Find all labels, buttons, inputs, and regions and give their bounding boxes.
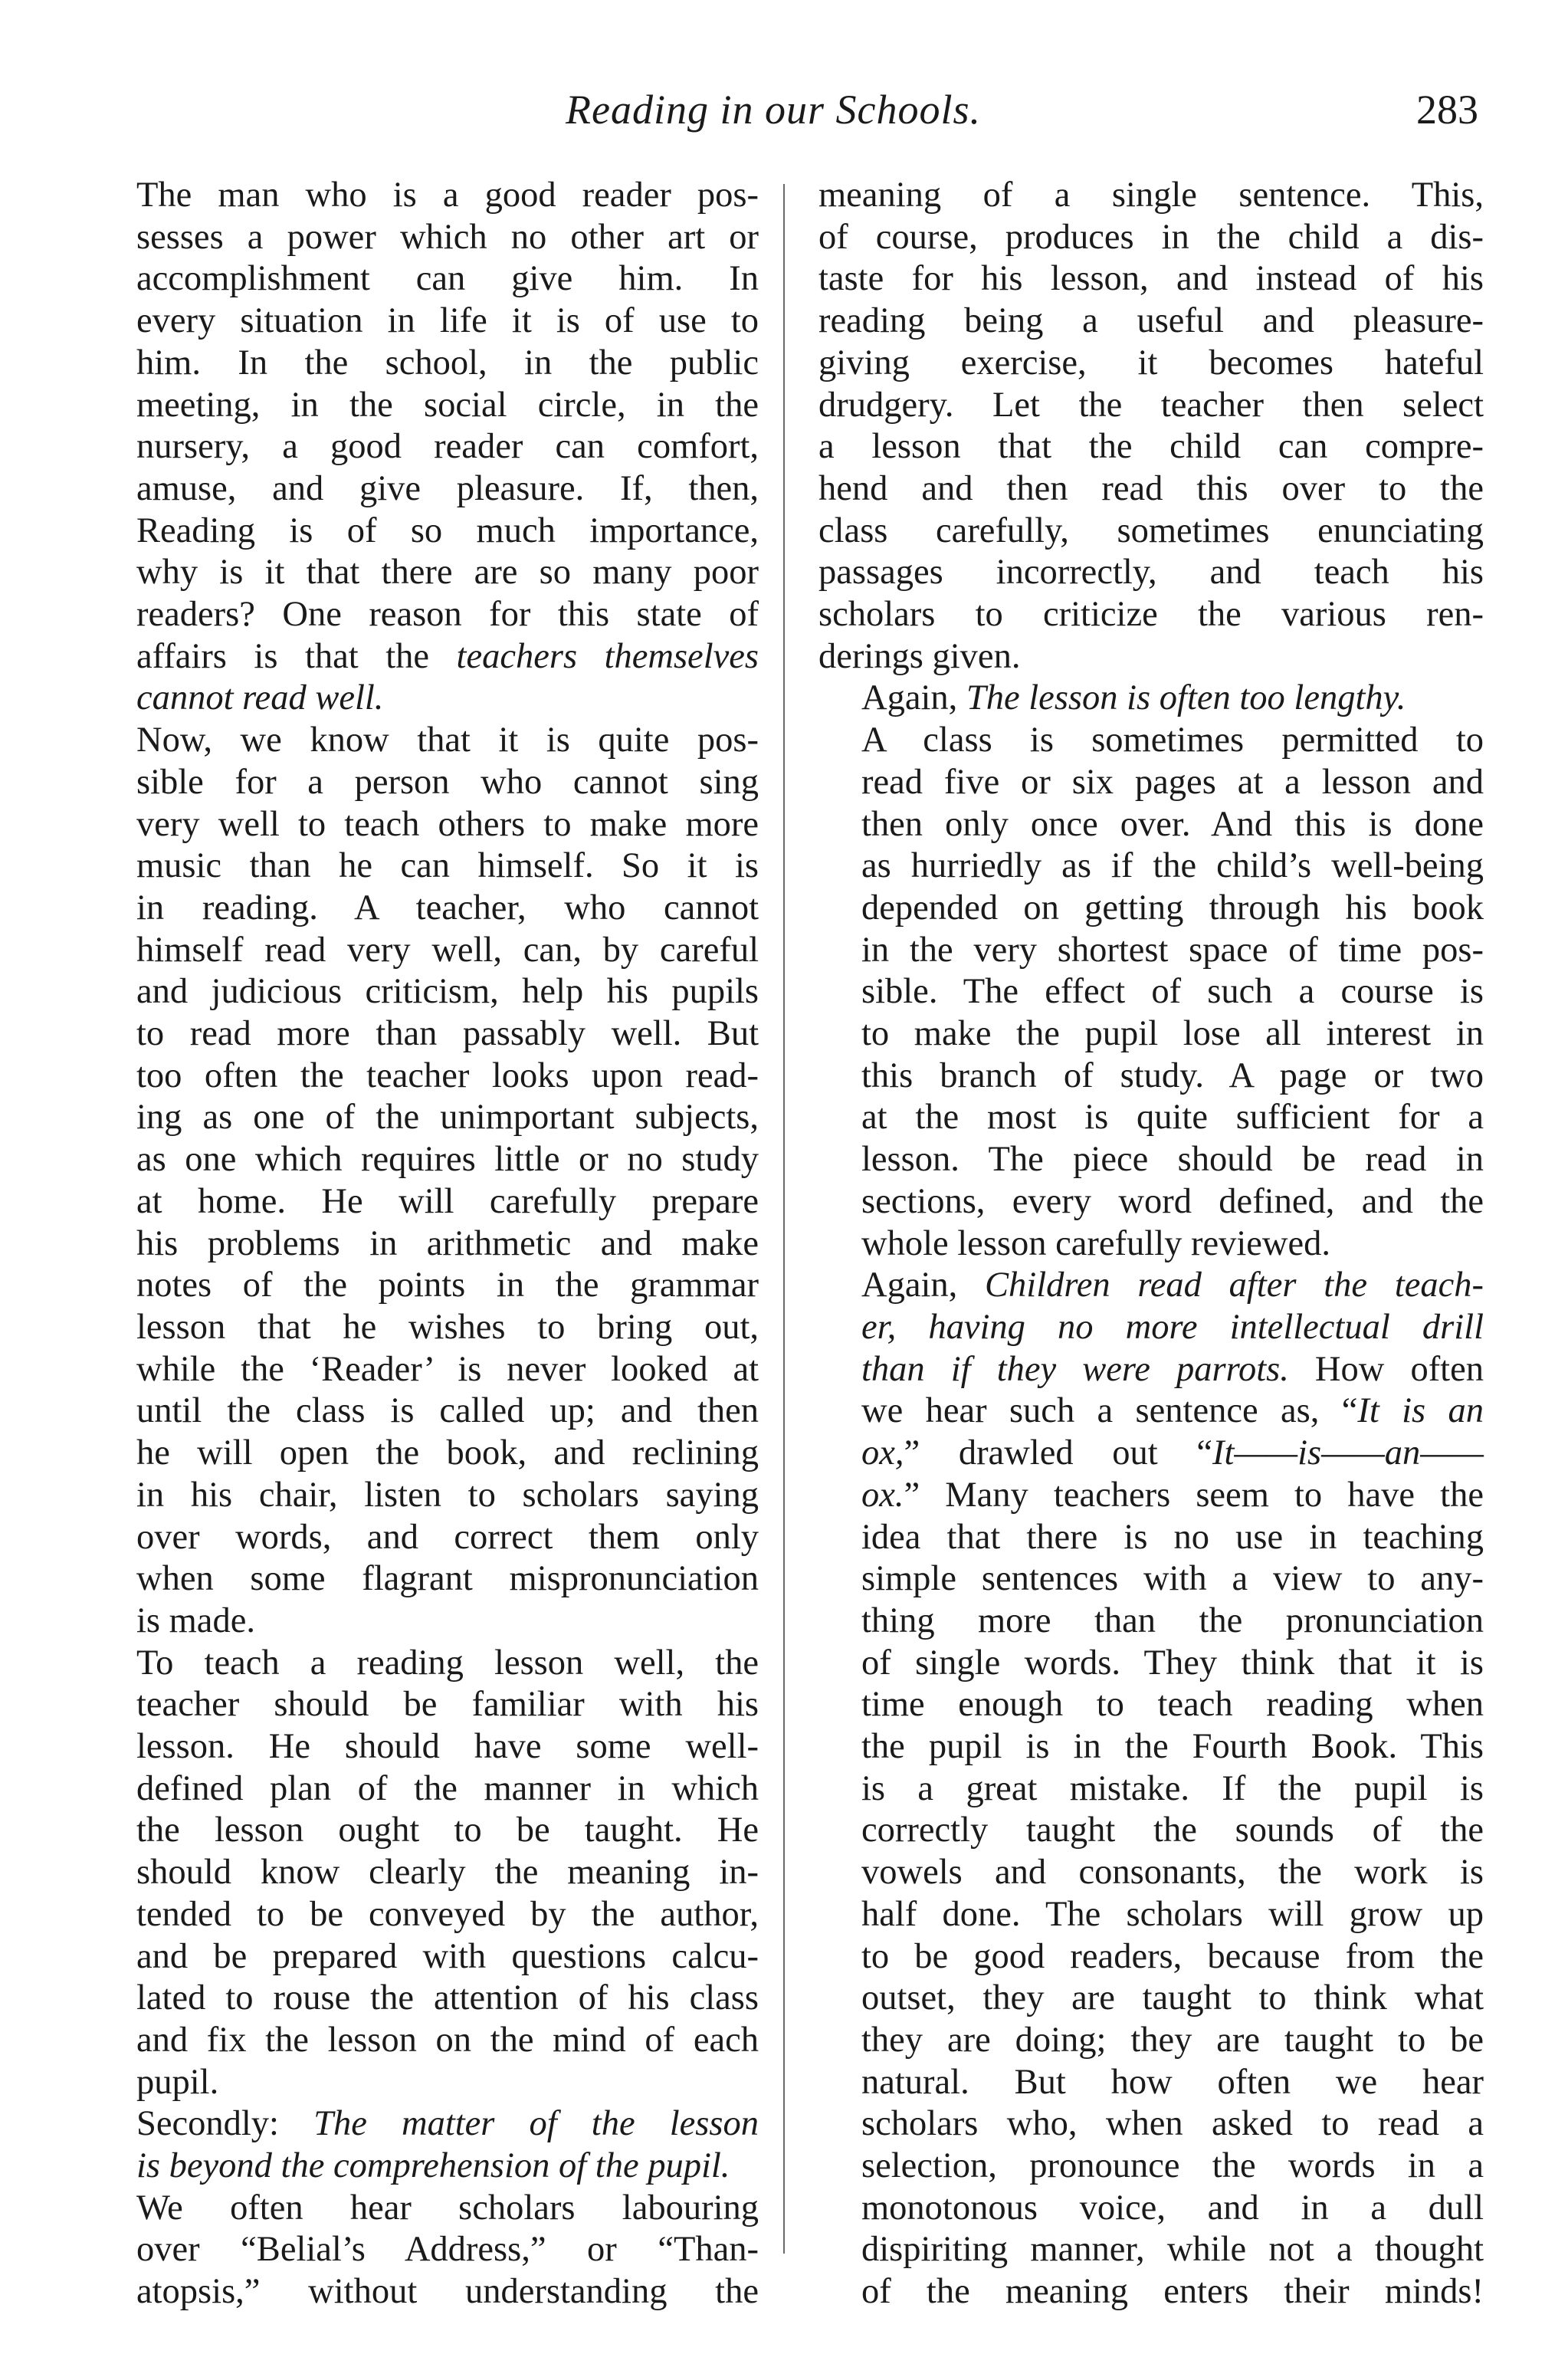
text-line: of the meaning enters their minds! [861,2272,1484,2312]
text-line: Secondly: The matter of the lesson [136,2104,759,2144]
text-line: a lesson that the child can compre- [818,427,1484,467]
running-title: Reading in our Schools. [566,87,981,133]
text-line: to read more than passably well. But [136,1014,759,1054]
text-line: atopsis,” without understanding the [136,2272,759,2312]
text-line: very well to teach others to make more [136,804,759,844]
text-line: he will open the book, and reclining [136,1433,759,1473]
paragraph [818,720,1484,1265]
text-line: selection, pronounce the words in a [861,2146,1484,2186]
text-line: lesson. He should have some well- [136,1727,759,1767]
text-line: thing more than the pronunciation [861,1601,1484,1640]
right-column [818,175,1484,2313]
text-line: while the ‘Reader’ is never looked at [136,1349,759,1389]
paragraph [818,678,1484,720]
text-line: dispiriting manner, while not a thought [861,2230,1484,2270]
text-line: when some flagrant mispronunciation [136,1559,759,1599]
text-line: giving exercise, it becomes hateful [818,343,1484,382]
text-line: A class is sometimes permitted to [861,721,1484,760]
text-line: Again, Children read after the teach- [861,1266,1484,1305]
text-line: drudgery. Let the teacher then select [818,385,1484,425]
text-line: we hear such a sentence as, “It is an [861,1391,1484,1431]
text-line: passages incorrectly, and teach his [818,553,1484,593]
text-line: than if they were parrots. How often [861,1349,1484,1389]
text-line: correctly taught the sounds of the [861,1811,1484,1850]
text-line: pupil. [136,2062,219,2102]
text-line: to make the pupil lose all interest in [861,1014,1484,1054]
paragraph [93,1643,759,2104]
paragraph [818,175,1484,678]
text-line: lated to rouse the attention of his class [136,1978,759,2018]
text-line: monotonous voice, and in a dull [861,2188,1484,2228]
text-line: himself read very well, can, by careful [136,930,759,970]
text-line: reading being a useful and pleasure- [818,301,1484,341]
text-line: music than he can himself. So it is [136,846,759,886]
paragraph [93,2103,759,2187]
text-line: his problems in arithmetic and make [136,1223,759,1263]
left-column [93,175,759,2313]
text-line: outset, they are taught to think what [861,1978,1484,2018]
text-line: this branch of study. A page or two [861,1056,1484,1095]
text-line: read five or six pages at a lesson and [861,762,1484,802]
text-line: readers? One reason for this state of [136,595,759,635]
text-line: in the very shortest space of time pos- [861,930,1484,970]
text-line: half done. The scholars will grow up [861,1894,1484,1934]
text-line: in his chair, listen to scholars saying [136,1475,759,1515]
text-line: To teach a reading lesson well, the [136,1643,759,1683]
text-line: The man who is a good reader pos- [136,176,759,215]
text-line: as hurriedly as if the child’s well-being [861,846,1484,886]
text-line: to be good readers, because from the [861,1936,1484,1976]
text-line: over words, and correct them only [136,1517,759,1557]
text-line: is made. [136,1601,255,1640]
text-line: then only once over. And this is done [861,804,1484,844]
text-line: We often hear scholars labouring [136,2188,759,2228]
paragraph [93,2188,759,2313]
text-line: at the most is quite sufficient for a [861,1098,1484,1138]
text-line: defined plan of the manner in which [136,1768,759,1808]
text-line: lesson that he wishes to bring out, [136,1307,759,1347]
text-line: is beyond the comprehension of the pupil. [136,2146,730,2186]
text-line: ing as one of the unimportant subjects, [136,1098,759,1138]
text-line: nursery, a good reader can comfort, [136,427,759,467]
text-line: in reading. A teacher, who cannot [136,888,759,927]
text-line: er, having no more intellectual drill [861,1307,1484,1347]
text-line: teacher should be familiar with his [136,1685,759,1725]
running-header [0,86,1568,147]
text-line: amuse, and give pleasure. If, then, [136,468,759,508]
text-line: Reading is of so much importance, [136,511,759,550]
text-line: Again, The lesson is often too lengthy. [861,678,1406,718]
text-line: natural. But how often we hear [861,2062,1484,2102]
text-line: whole lesson carefully reviewed. [861,1223,1331,1263]
text-line: and be prepared with questions calcu- [136,1936,759,1976]
paragraph [93,175,759,720]
text-line: until the class is called up; and then [136,1391,759,1431]
text-line: derings given. [818,636,1021,676]
text-line: at home. He will carefully prepare [136,1181,759,1221]
text-line: Now, we know that it is quite pos- [136,721,759,760]
text-line: notes of the points in the grammar [136,1266,759,1305]
text-line: meeting, in the social circle, in the [136,385,759,425]
text-line: sible for a person who cannot sing [136,762,759,802]
text-line: sible. The effect of such a course is [861,972,1484,1012]
text-line: the pupil is in the Fourth Book. This [861,1727,1484,1767]
text-line: they are doing; they are taught to be [861,2020,1484,2060]
text-line: idea that there is no use in teaching [861,1517,1484,1557]
text-line: tended to be conveyed by the author, [136,1894,759,1934]
text-line: class carefully, sometimes enunciating [818,511,1484,550]
text-line: cannot read well. [136,678,384,718]
paragraph [93,720,759,1642]
text-line: every situation in life it is of use to [136,301,759,341]
text-line: sesses a power which no other art or [136,217,759,257]
text-line: depended on getting through his book [861,888,1484,927]
text-line: why is it that there are so many poor [136,553,759,593]
text-line: scholars to criticize the various ren- [818,595,1484,635]
text-line: hend and then read this over to the [818,468,1484,508]
text-line: vowels and consonants, the work is [861,1853,1484,1893]
text-line: accomplishment can give him. In [136,259,759,299]
text-line: ox,” drawled out “It——is——an—— [861,1433,1484,1473]
text-line: the lesson ought to be taught. He [136,1811,759,1850]
text-line: of single words. They think that it is [861,1643,1484,1683]
text-line: time enough to teach reading when [861,1685,1484,1725]
text-line: too often the teacher looks upon read- [136,1056,759,1095]
text-line: should know clearly the meaning in- [136,1853,759,1893]
text-line: of course, produces in the child a dis- [818,217,1484,257]
text-line: taste for his lesson, and instead of his [818,259,1484,299]
text-line: over “Belial’s Address,” or “Than- [136,2230,759,2270]
text-line: ox.” Many teachers seem to have the [861,1475,1484,1515]
text-line: him. In the school, in the public [136,343,759,382]
page-number: 283 [1416,87,1478,133]
text-line: simple sentences with a view to any- [861,1559,1484,1599]
text-line: meaning of a single sentence. This, [818,176,1484,215]
text-line: is a great mistake. If the pupil is [861,1768,1484,1808]
text-line: and fix the lesson on the mind of each [136,2020,759,2060]
text-line: lesson. The piece should be read in [861,1140,1484,1180]
text-line: affairs is that the teachers themselves [136,636,759,676]
column-divider [783,184,785,2254]
text-line: and judicious criticism, help his pupils [136,972,759,1012]
text-line: sections, every word defined, and the [861,1181,1484,1221]
text-line: as one which requires little or no study [136,1140,759,1180]
paragraph [818,1265,1484,2313]
text-line: scholars who, when asked to read a [861,2104,1484,2144]
